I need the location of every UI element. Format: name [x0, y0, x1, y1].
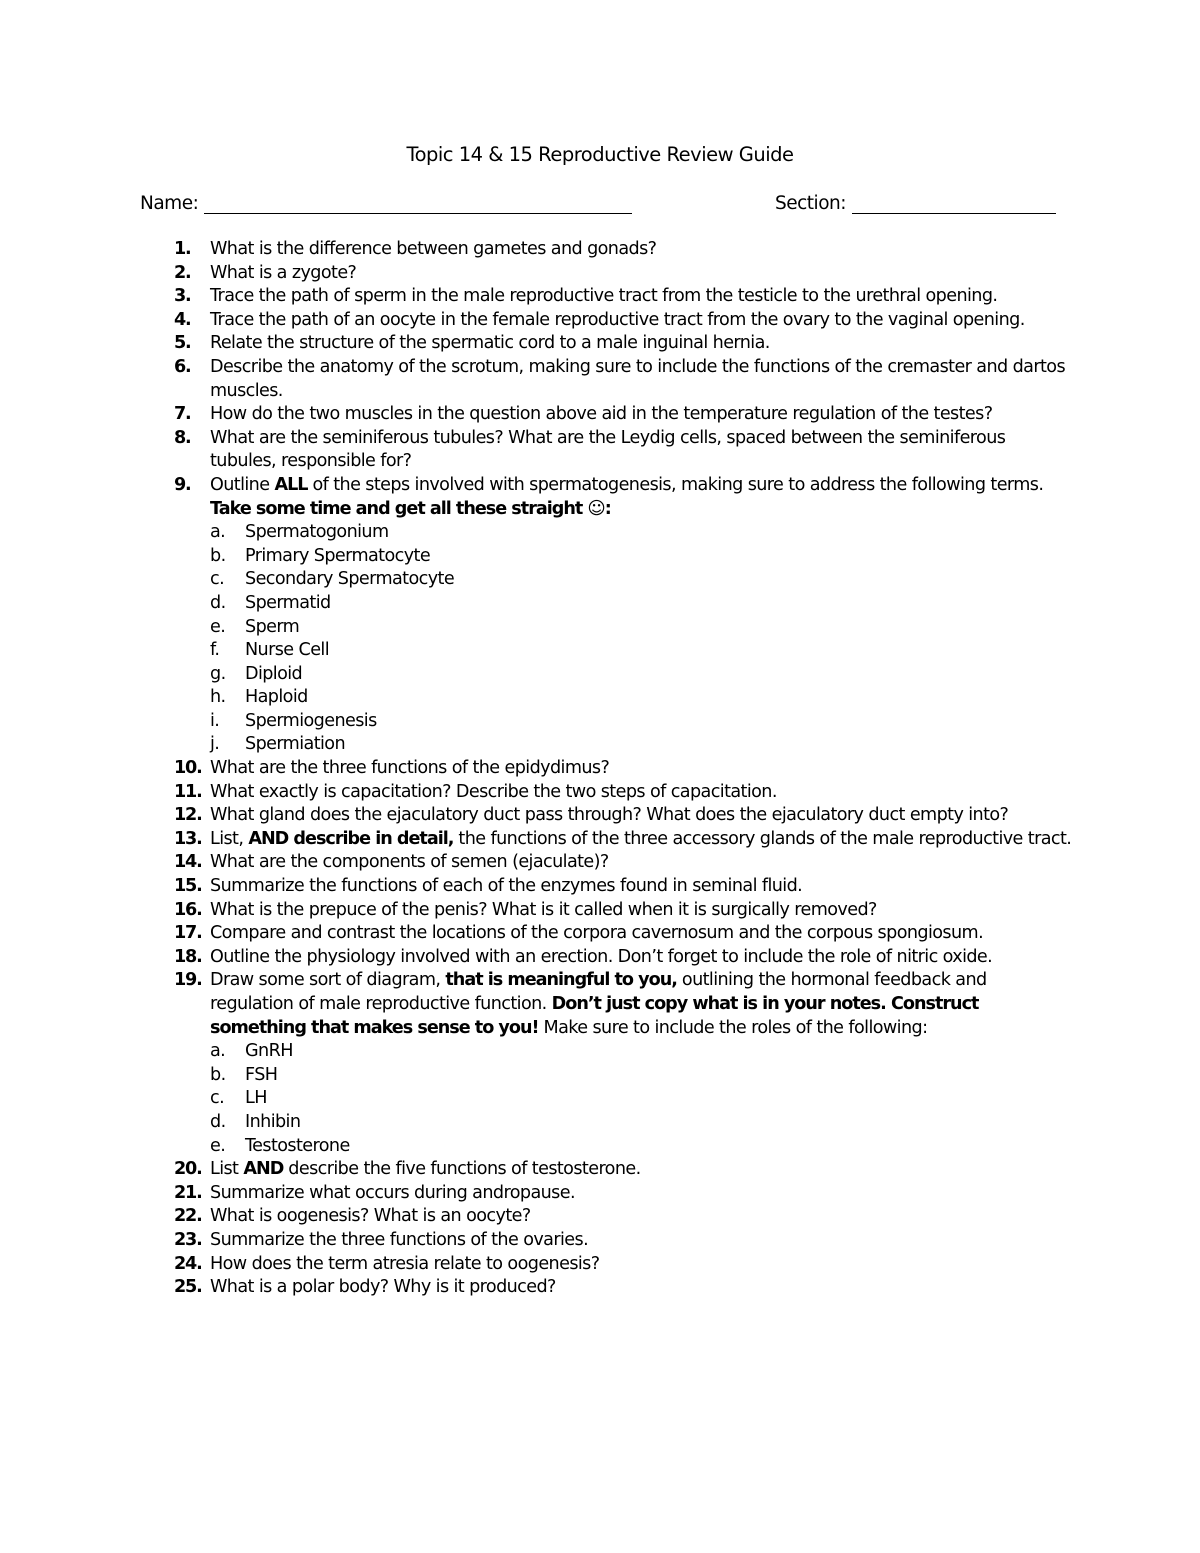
- sub-item: [174, 616, 1074, 640]
- question-text-segment: Outline the physiology involved with an erection. Don’t forget to include the role of nitric oxide.: [210, 946, 993, 967]
- question-text: [210, 286, 997, 306]
- question-text-segment: What is a polar body? Why is it produced?: [210, 1277, 556, 1298]
- question-item: [174, 1276, 1074, 1300]
- sub-item-list: [174, 1040, 1074, 1158]
- emphasis-text: that is meaningful to you,: [445, 970, 677, 991]
- question-text: [210, 263, 356, 283]
- question-text: [210, 1159, 641, 1179]
- question-number: 9.: [174, 474, 191, 495]
- question-text: [210, 947, 992, 967]
- question-item: [174, 332, 1074, 356]
- question-text: [210, 900, 877, 920]
- sub-item-text: Testosterone: [245, 1135, 350, 1156]
- question-number: 2.: [174, 262, 191, 283]
- question-number: 19.: [174, 970, 202, 991]
- question-item: [174, 875, 1074, 899]
- question-text-segment: List: [210, 1159, 244, 1180]
- question-text: [210, 239, 656, 259]
- question-text-segment: List,: [210, 828, 249, 849]
- sub-item: [174, 1087, 1074, 1111]
- question-item: [174, 427, 1074, 474]
- sub-item-text: LH: [245, 1088, 267, 1109]
- sub-item-text: Spermatogonium: [245, 522, 389, 543]
- question-number: 13.: [174, 828, 202, 849]
- section-field-line[interactable]: [852, 213, 1056, 214]
- question-item: [174, 946, 1074, 970]
- question-text-segment: What is oogenesis? What is an oocyte?: [210, 1206, 531, 1227]
- question-text: [210, 1277, 556, 1297]
- question-number: 6.: [174, 356, 191, 377]
- sub-item-letter: c.: [210, 569, 225, 590]
- sub-item-letter: d.: [210, 1111, 226, 1132]
- question-text: [210, 970, 987, 1037]
- question-item: [174, 403, 1074, 427]
- emphasis-text: AND describe in detail,: [248, 828, 454, 849]
- sub-item: [174, 568, 1074, 592]
- question-item: [174, 851, 1074, 875]
- question-text: [210, 475, 1043, 519]
- sub-item: [174, 663, 1074, 687]
- question-item: [174, 757, 1074, 781]
- question-text-segment: Trace the path of an oocyte in the female reproductive tract from the ovary to the vaginal opening.: [210, 309, 1025, 330]
- question-text: [210, 1183, 575, 1203]
- question-item: [174, 1229, 1074, 1253]
- sub-item-letter: e.: [210, 1135, 226, 1156]
- question-text-segment: Describe the anatomy of the scrotum, making sure to include the functions of the cremaster and dartos muscles.: [210, 356, 1066, 401]
- section-label: Section:: [775, 193, 846, 214]
- name-field-line[interactable]: [204, 213, 632, 214]
- question-text: [210, 876, 802, 896]
- sub-item-letter: g.: [210, 663, 226, 684]
- question-number: 25.: [174, 1277, 202, 1298]
- sub-item: [174, 592, 1074, 616]
- sub-item: [174, 1111, 1074, 1135]
- question-text: [210, 805, 1008, 825]
- question-number: 8.: [174, 427, 191, 448]
- question-item: [174, 474, 1074, 521]
- question-text-segment: Outline: [210, 474, 275, 495]
- question-number: 20.: [174, 1159, 202, 1180]
- question-text-segment: Compare and contrast the locations of the corpora cavernosum and the corpous spongiosum.: [210, 923, 984, 944]
- sub-item-text: Spermatid: [245, 592, 331, 613]
- question-text: [210, 333, 770, 353]
- question-text: [210, 1230, 588, 1250]
- sub-item: [174, 639, 1074, 663]
- sub-item-text: GnRH: [245, 1041, 293, 1062]
- question-number: 18.: [174, 946, 202, 967]
- emphasis-text: AND: [243, 1159, 284, 1180]
- sub-item-letter: b.: [210, 545, 226, 566]
- question-text: [210, 428, 1005, 472]
- sub-item: [174, 1135, 1074, 1159]
- sub-item: [174, 1040, 1074, 1064]
- question-text-segment: What exactly is capacitation? Describe the two steps of capacitation.: [210, 781, 777, 802]
- question-number: 14.: [174, 852, 202, 873]
- sub-item: [174, 545, 1074, 569]
- question-item: [174, 285, 1074, 309]
- question-text-segment: the functions of the three accessory glands of the male reproductive tract.: [453, 828, 1072, 849]
- sub-item-letter: c.: [210, 1088, 225, 1109]
- sub-item-letter: h.: [210, 687, 226, 708]
- sub-item-letter: i.: [210, 710, 220, 731]
- sub-item-text: Spermiogenesis: [245, 710, 377, 731]
- question-text-segment: How do the two muscles in the question above aid in the temperature regulation of the testes?: [210, 404, 993, 425]
- question-number: 23.: [174, 1229, 202, 1250]
- question-text-segment: What is the prepuce of the penis? What is it called when it is surgically removed?: [210, 899, 877, 920]
- question-number: 11.: [174, 781, 202, 802]
- question-item: [174, 969, 1074, 1040]
- question-text: [210, 1254, 599, 1274]
- question-text-segment: What are the components of semen (ejaculate)?: [210, 852, 609, 873]
- sub-item: [174, 733, 1074, 757]
- sub-item-text: Sperm: [245, 616, 300, 637]
- question-item: [174, 309, 1074, 333]
- question-text: [210, 357, 1065, 401]
- emphasis-text: Take some time and get all these straight ☺:: [210, 498, 611, 519]
- sub-item-list: [174, 521, 1074, 757]
- sub-item-letter: j.: [210, 734, 220, 755]
- question-text: [210, 310, 1025, 330]
- question-text-segment: Make sure to include the roles of the following:: [538, 1017, 928, 1038]
- question-text-segment: Trace the path of sperm in the male reproductive tract from the testicle to the urethral opening.: [210, 286, 998, 307]
- question-text: [210, 852, 609, 872]
- name-label: Name:: [140, 193, 199, 214]
- question-text-segment: What is a zygote?: [210, 262, 357, 283]
- question-number: 1.: [174, 239, 191, 259]
- question-number: 7.: [174, 404, 191, 425]
- question-number: 16.: [174, 899, 202, 920]
- question-text-segment: Summarize what occurs during andropause.: [210, 1182, 575, 1203]
- sub-item-letter: a.: [210, 522, 226, 543]
- question-text: [210, 923, 983, 943]
- sub-item-letter: d.: [210, 592, 226, 613]
- question-item: [174, 922, 1074, 946]
- question-text: [210, 829, 1071, 849]
- question-number: 10.: [174, 758, 202, 779]
- sub-item-letter: b.: [210, 1064, 226, 1085]
- question-text-segment: What gland does the ejaculatory duct pass through? What does the ejaculatory duct empty into?: [210, 805, 1009, 826]
- sub-item-text: FSH: [245, 1064, 278, 1085]
- sub-item: [174, 521, 1074, 545]
- sub-item-text: Primary Spermatocyte: [245, 545, 431, 566]
- question-item: [174, 1182, 1074, 1206]
- emphasis-text: ALL: [274, 474, 308, 495]
- question-number: 3.: [174, 286, 191, 307]
- question-text-segment: What are the three functions of the epidydimus?: [210, 758, 610, 779]
- question-item: [174, 356, 1074, 403]
- question-item: [174, 1253, 1074, 1277]
- question-text-segment: What are the seminiferous tubules? What are the Leydig cells, spaced between the seminiferous tubules, responsible for?: [210, 427, 1006, 472]
- sub-item-letter: e.: [210, 616, 226, 637]
- question-item: [174, 1205, 1074, 1229]
- question-number: 24.: [174, 1253, 202, 1274]
- question-number: 12.: [174, 805, 202, 826]
- sub-item-text: Secondary Spermatocyte: [245, 569, 455, 590]
- sub-item: [174, 686, 1074, 710]
- question-number: 15.: [174, 876, 202, 897]
- question-list: [174, 238, 1074, 1300]
- question-item: [174, 262, 1074, 286]
- question-text-segment: describe the five functions of testosterone.: [283, 1159, 641, 1180]
- question-item: [174, 828, 1074, 852]
- question-number: 22.: [174, 1206, 202, 1227]
- question-text: [210, 758, 609, 778]
- sub-item-letter: f.: [210, 640, 220, 661]
- question-number: 17.: [174, 923, 202, 944]
- question-text: [210, 404, 992, 424]
- page-title: Topic 14 & 15 Reproductive Review Guide: [406, 143, 794, 166]
- sub-item-text: Inhibin: [245, 1111, 301, 1132]
- question-text: [210, 782, 777, 802]
- question-text-segment: How does the term atresia relate to oogenesis?: [210, 1253, 600, 1274]
- question-text-segment: outlining the hormonal feedback and regulation of male reproductive function.: [210, 970, 987, 1014]
- question-text-segment: Relate the structure of the spermatic cord to a male inguinal hernia.: [210, 333, 770, 354]
- sub-item-text: Diploid: [245, 663, 303, 684]
- question-text: [210, 1206, 531, 1226]
- question-text-segment: Summarize the three functions of the ovaries.: [210, 1229, 589, 1250]
- question-text-segment: of the steps involved with spermatogenesis, making sure to address the following terms.: [307, 474, 1044, 495]
- question-text-segment: What is the difference between gametes and gonads?: [210, 239, 657, 259]
- question-number: 4.: [174, 309, 191, 330]
- question-item: [174, 238, 1074, 262]
- question-text-segment: Draw some sort of diagram,: [210, 970, 446, 991]
- sub-item: [174, 1064, 1074, 1088]
- question-number: 21.: [174, 1182, 202, 1203]
- question-text-segment: Summarize the functions of each of the enzymes found in seminal fluid.: [210, 876, 803, 897]
- sub-item-text: Nurse Cell: [245, 640, 330, 661]
- sub-item-letter: a.: [210, 1041, 226, 1062]
- question-item: [174, 899, 1074, 923]
- sub-item: [174, 710, 1074, 734]
- question-item: [174, 1158, 1074, 1182]
- emphasis-text: Don’t just copy what is in your notes. Construct something that makes sense to you!: [210, 994, 979, 1038]
- question-item: [174, 804, 1074, 828]
- question-item: [174, 781, 1074, 805]
- sub-item-text: Spermiation: [245, 734, 345, 755]
- question-number: 5.: [174, 333, 191, 354]
- sub-item-text: Haploid: [245, 687, 308, 708]
